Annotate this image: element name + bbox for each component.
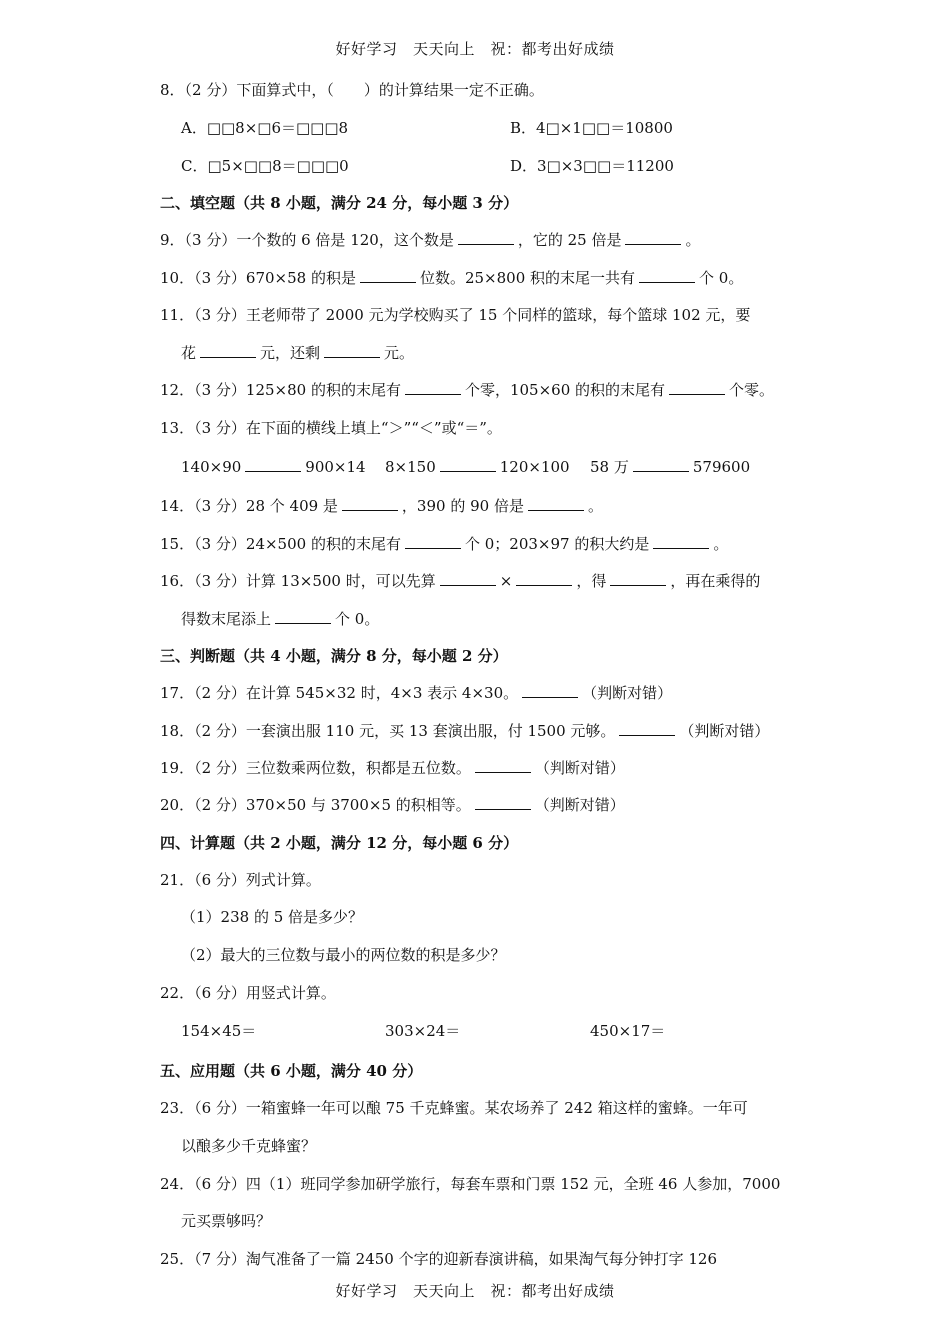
question-23: 23．（6 分）一箱蜜蜂一年可以酿 75 千克蜂蜜。某农场养了 242 箱这样的蜜蜂。一年可 bbox=[160, 1099, 748, 1117]
question-13: 13．（3 分）在下面的横线上填上“＞”“＜”或“＝”。 bbox=[160, 419, 502, 437]
q10-text-a: 10．（3 分）670×58 的积是 bbox=[160, 269, 356, 287]
answer-blank[interactable] bbox=[633, 457, 689, 472]
question-21-part-2: （2）最大的三位数与最小的两位数的积是多少？ bbox=[181, 946, 506, 964]
page-header: 好好学习 天天向上 祝：都考出好成绩 bbox=[335, 40, 615, 58]
option-a: A．□□8×□6＝□□□8 bbox=[181, 119, 349, 137]
question-21-part-1: （1）238 的 5 倍是多少？ bbox=[181, 908, 364, 926]
q14-text-a: 14．（3 分）28 个 409 是 bbox=[160, 497, 338, 515]
answer-blank[interactable] bbox=[405, 380, 461, 395]
q18-text-a: 18．（2 分）一套演出服 110 元，买 13 套演出服，付 1500 元够。 bbox=[160, 722, 616, 740]
q12-text-c: 个零。 bbox=[729, 381, 775, 399]
q12-text-b: 个零，105×60 的积的末尾有 bbox=[464, 381, 666, 399]
answer-blank[interactable] bbox=[639, 268, 695, 283]
q10-text-c: 个 0。 bbox=[699, 269, 744, 287]
question-23-cont: 以酿多少千克蜂蜜？ bbox=[181, 1137, 317, 1155]
q16-text-a: 16．（3 分）计算 13×500 时，可以先算 bbox=[160, 572, 436, 590]
question-21: 21．（6 分）列式计算。 bbox=[160, 871, 321, 889]
q9-text-c: 。 bbox=[685, 231, 701, 249]
answer-blank[interactable] bbox=[245, 457, 301, 472]
q19-text-a: 19．（2 分）三位数乘两位数，积都是五位数。 bbox=[160, 759, 471, 777]
answer-blank[interactable] bbox=[360, 268, 416, 283]
q16-text-e: 得数末尾添上 bbox=[181, 610, 272, 628]
q18-text-b: （判断对错） bbox=[679, 722, 770, 740]
question-14 bbox=[160, 496, 603, 516]
answer-blank[interactable] bbox=[653, 534, 709, 549]
question-13-row-b bbox=[385, 457, 570, 477]
section-2-title: 二、填空题（共 8 小题，满分 24 分，每小题 3 分） bbox=[160, 194, 519, 212]
question-13-row-c bbox=[590, 457, 750, 477]
q11-text-b: 花 bbox=[181, 344, 197, 362]
q19-text-b: （判断对错） bbox=[534, 759, 625, 777]
question-15 bbox=[160, 534, 728, 554]
answer-blank[interactable] bbox=[475, 758, 531, 773]
answer-blank[interactable] bbox=[440, 457, 496, 472]
question-16 bbox=[160, 571, 760, 591]
q12-text-a: 12．（3 分）125×80 的积的末尾有 bbox=[160, 381, 401, 399]
question-18 bbox=[160, 721, 769, 741]
answer-blank[interactable] bbox=[342, 496, 398, 511]
question-8: 8．（2 分）下面算式中，（ ）的计算结果一定不正确。 bbox=[160, 81, 544, 99]
q13-c1: 58 万 bbox=[590, 458, 629, 476]
page-footer: 好好学习 天天向上 祝：都考出好成绩 bbox=[335, 1282, 615, 1300]
q13-b1: 8×150 bbox=[385, 458, 436, 476]
question-10 bbox=[160, 268, 743, 288]
answer-blank[interactable] bbox=[528, 496, 584, 511]
answer-blank[interactable] bbox=[619, 721, 675, 736]
answer-blank[interactable] bbox=[522, 683, 578, 698]
question-12 bbox=[160, 380, 774, 400]
option-d: D．3□×3□□＝11200 bbox=[510, 157, 674, 175]
expression-1: 154×45＝ bbox=[181, 1022, 257, 1040]
answer-blank[interactable] bbox=[200, 343, 256, 358]
q11-text-c: 元，还剩 bbox=[260, 344, 321, 362]
expression-2: 303×24＝ bbox=[385, 1022, 461, 1040]
q17-text-b: （判断对错） bbox=[582, 684, 673, 702]
question-24-cont: 元买票够吗？ bbox=[181, 1212, 272, 1230]
q13-a1: 140×90 bbox=[181, 458, 242, 476]
option-b: B．4□×1□□＝10800 bbox=[510, 119, 673, 137]
q13-a2: 900×14 bbox=[305, 458, 366, 476]
q16-text-d: ，再在乘得的 bbox=[670, 572, 761, 590]
answer-blank[interactable] bbox=[625, 230, 681, 245]
question-16-cont bbox=[181, 609, 379, 629]
answer-blank[interactable] bbox=[516, 571, 572, 586]
q14-text-b: ，390 的 90 倍是 bbox=[401, 497, 524, 515]
q16-text-f: 个 0。 bbox=[335, 610, 380, 628]
q14-text-c: 。 bbox=[587, 497, 603, 515]
q16-text-b: × bbox=[499, 572, 513, 590]
question-13-row bbox=[181, 457, 366, 477]
question-11-cont bbox=[181, 343, 414, 363]
q9-text-a: 9．（3 分）一个数的 6 倍是 120，这个数是 bbox=[160, 231, 454, 249]
q17-text-a: 17．（2 分）在计算 545×32 时，4×3 表示 4×30。 bbox=[160, 684, 519, 702]
q15-text-c: 。 bbox=[713, 535, 729, 553]
question-20 bbox=[160, 795, 625, 815]
section-4-title: 四、计算题（共 2 小题，满分 12 分，每小题 6 分） bbox=[160, 834, 519, 852]
q9-text-b: ，它的 25 倍是 bbox=[517, 231, 622, 249]
q15-text-b: 个 0；203×97 的积大约是 bbox=[464, 535, 650, 553]
question-25: 25．（7 分）淘气准备了一篇 2450 个字的迎新春演讲稿，如果淘气每分钟打字 126 bbox=[160, 1250, 718, 1268]
answer-blank[interactable] bbox=[405, 534, 461, 549]
q20-text-b: （判断对错） bbox=[534, 796, 625, 814]
section-5-title: 五、应用题（共 6 小题，满分 40 分） bbox=[160, 1062, 423, 1080]
section-3-title: 三、判断题（共 4 小题，满分 8 分，每小题 2 分） bbox=[160, 647, 508, 665]
question-17 bbox=[160, 683, 672, 703]
q15-text-a: 15．（3 分）24×500 的积的末尾有 bbox=[160, 535, 401, 553]
q13-c2: 579600 bbox=[692, 458, 751, 476]
answer-blank[interactable] bbox=[324, 343, 380, 358]
answer-blank[interactable] bbox=[475, 795, 531, 810]
answer-blank[interactable] bbox=[275, 609, 331, 624]
question-22: 22．（6 分）用竖式计算。 bbox=[160, 984, 336, 1002]
answer-blank[interactable] bbox=[440, 571, 496, 586]
q20-text-a: 20．（2 分）370×50 与 3700×5 的积相等。 bbox=[160, 796, 471, 814]
answer-blank[interactable] bbox=[610, 571, 666, 586]
q13-b2: 120×100 bbox=[499, 458, 570, 476]
expression-3: 450×17＝ bbox=[590, 1022, 666, 1040]
answer-blank[interactable] bbox=[669, 380, 725, 395]
question-9 bbox=[160, 230, 700, 250]
q10-text-b: 位数。25×800 积的末尾一共有 bbox=[419, 269, 636, 287]
q11-text-d: 元。 bbox=[384, 344, 415, 362]
answer-blank[interactable] bbox=[458, 230, 514, 245]
question-24: 24．（6 分）四（1）班同学参加研学旅行，每套车票和门票 152 元，全班 46 人参加，7000 bbox=[160, 1175, 781, 1193]
option-c: C．□5×□□8＝□□□0 bbox=[181, 157, 349, 175]
question-11: 11．（3 分）王老师带了 2000 元为学校购买了 15 个同样的篮球，每个篮球 102 元，要 bbox=[160, 306, 751, 324]
q16-text-c: ，得 bbox=[576, 572, 607, 590]
question-19 bbox=[160, 758, 625, 778]
